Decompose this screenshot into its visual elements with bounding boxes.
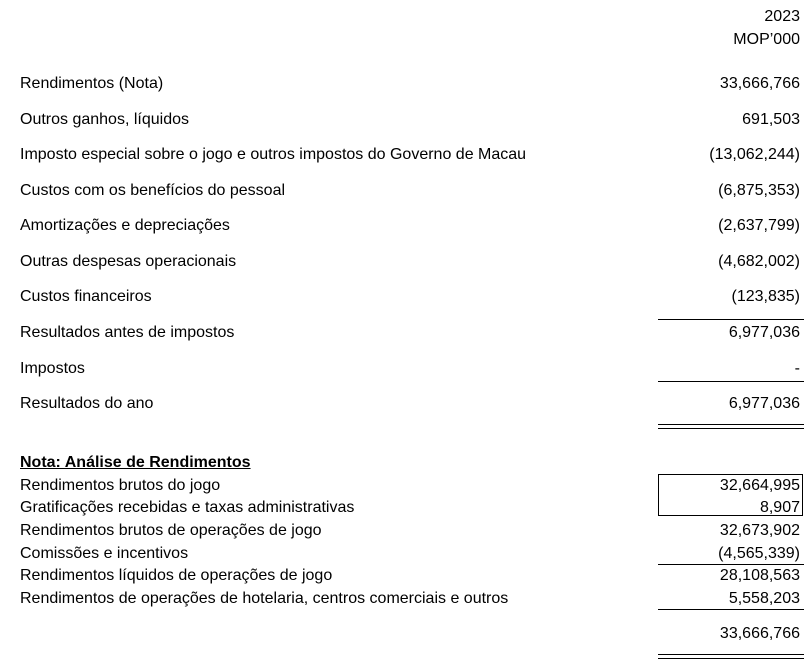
row-label-gaming-tax: Imposto especial sobre o jogo e outros impostos do Governo de Macau [20,146,527,163]
row-value-other-gains: 691,503 [742,111,800,128]
row-label-depreciation: Amortizações e depreciações [20,217,230,234]
tax-rule [658,381,804,382]
note-label-net-gaming: Rendimentos líquidos de operações de jogo [20,567,333,584]
row-value-depreciation: (2,637,799) [718,217,800,234]
row-label-revenue: Rendimentos (Nota) [20,75,164,92]
row-value-staff-costs: (6,875,353) [718,182,800,199]
row-value-other-expenses: (4,682,002) [718,253,800,270]
note-total-rule [658,609,804,610]
note-value-gross-gaming: 32,664,995 [719,477,800,494]
row-label-other-expenses: Outras despesas operacionais [20,253,237,270]
row-label-taxes: Impostos [20,360,85,377]
row-label-finance-costs: Custos financeiros [20,288,152,305]
note-value-hotel-mall-other: 5,558,203 [728,590,800,607]
row-value-revenue: 33,666,766 [719,75,800,92]
row-label-profit-before-tax: Resultados antes de impostos [20,324,235,341]
row-label-staff-costs: Custos com os benefícios do pessoal [20,182,286,199]
row-value-profit-year: 6,977,036 [728,395,800,412]
note-label-commissions: Comissões e incentivos [20,545,189,562]
note-value-gratuities: 8,907 [759,499,800,516]
note-label-gross-gaming: Rendimentos brutos do jogo [20,477,221,494]
note-title: Nota: Análise de Rendimentos [20,454,251,471]
note-subtotal-rule [658,564,804,565]
note-label-hotel-mall-other: Rendimentos de operações de hotelaria, centros comerciais e outros [20,590,509,607]
note-label-gross-gaming-ops: Rendimentos brutos de operações de jogo [20,522,322,539]
row-value-gaming-tax: (13,062,244) [709,146,800,163]
row-value-taxes: - [794,360,800,377]
row-label-other-gains: Outros ganhos, líquidos [20,111,189,128]
total-double-rule [658,424,804,429]
row-value-profit-before-tax: 6,977,036 [728,324,800,341]
row-value-finance-costs: (123,835) [731,288,800,305]
column-year: 2023 [764,8,800,25]
subtotal-rule [658,319,804,320]
note-value-commissions: (4,565,339) [718,545,800,562]
note-label-gratuities: Gratificações recebidas e taxas administrativas [20,499,355,516]
note-value-net-gaming: 28,108,563 [719,567,800,584]
note-total-double-rule [658,654,804,659]
row-label-profit-year: Resultados do ano [20,395,154,412]
note-value-gross-gaming-ops: 32,673,902 [719,522,800,539]
column-currency: MOP’000 [733,31,800,48]
note-total-value: 33,666,766 [719,625,800,642]
